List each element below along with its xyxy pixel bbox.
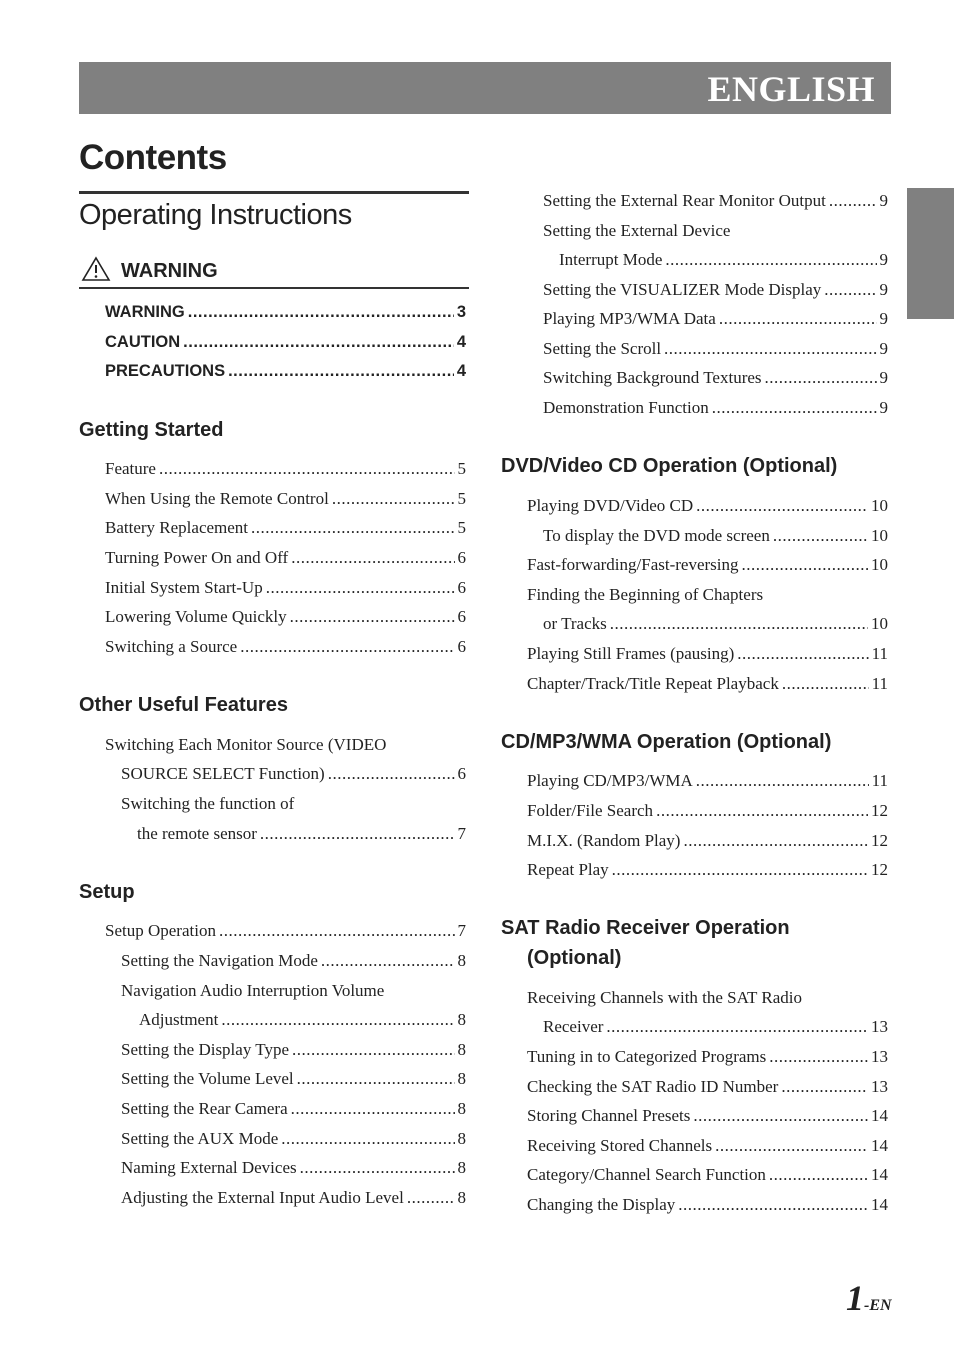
toc-entry-warning[interactable]: WARNING ..... 3 — [105, 301, 466, 323]
toc-entry[interactable]: Naming External Devices ..... 8 — [121, 1157, 466, 1179]
page-number-digit: 1 — [846, 1278, 864, 1318]
toc-entry[interactable]: Setting the Rear Camera ..... 8 — [121, 1098, 466, 1120]
language-banner — [79, 62, 891, 114]
toc-entry[interactable]: Fast-forwarding/Fast-reversing ..... 10 — [527, 554, 888, 576]
toc-entry[interactable]: Receiving Stored Channels ..... 14 — [527, 1135, 888, 1157]
toc-entry-line[interactable]: Setting the External Device — [543, 221, 731, 240]
toc-entry[interactable]: Setting the VISUALIZER Mode Display ..... 9 — [543, 279, 888, 301]
section-divider — [79, 191, 469, 194]
toc-entry-line[interactable]: Receiving Channels with the SAT Radio — [527, 988, 802, 1007]
toc-entry[interactable]: Receiver ..... 13 — [543, 1016, 888, 1038]
toc-entry-line[interactable]: Switching Each Monitor Source (VIDEO — [105, 735, 387, 754]
toc-entry[interactable]: Checking the SAT Radio ID Number ..... 13 — [527, 1076, 888, 1098]
toc-entry-caution[interactable]: CAUTION ..... 4 — [105, 331, 466, 353]
section-cd: CD/MP3/WMA Operation (Optional) — [501, 731, 832, 753]
warning-label: WARNING — [121, 260, 218, 282]
toc-entry[interactable]: Playing MP3/WMA Data ..... 9 — [543, 308, 888, 330]
warning-heading — [79, 256, 469, 286]
toc-entry-line[interactable]: Finding the Beginning of Chapters — [527, 585, 764, 604]
section-getting-started: Getting Started — [79, 419, 224, 441]
toc-entry[interactable]: Setting the Volume Level ..... 8 — [121, 1068, 466, 1090]
toc-entry[interactable]: Interrupt Mode ..... 9 — [559, 249, 888, 271]
page-title: Contents — [79, 138, 227, 177]
toc-entry[interactable]: Battery Replacement ..... 5 — [105, 517, 466, 539]
toc-entry[interactable]: Adjusting the External Input Audio Level ..... 8 — [121, 1187, 466, 1209]
section-setup: Setup — [79, 881, 135, 903]
toc-entry[interactable]: Folder/File Search ..... 12 — [527, 800, 888, 822]
toc-entry[interactable]: To display the DVD mode screen ..... 10 — [543, 525, 888, 547]
toc-entry[interactable]: M.I.X. (Random Play) ..... 12 — [527, 830, 888, 852]
toc-entry-line[interactable]: Switching the function of — [121, 794, 295, 813]
toc-entry[interactable]: or Tracks ..... 10 — [543, 613, 888, 635]
toc-entry[interactable]: Turning Power On and Off ..... 6 — [105, 547, 466, 569]
toc-entry[interactable]: Setting the External Rear Monitor Output ..... 9 — [543, 190, 888, 212]
operating-instructions-heading: Operating Instructions — [79, 199, 352, 231]
page-number-suffix: -EN — [864, 1297, 892, 1314]
section-sat: SAT Radio Receiver Operation — [501, 917, 790, 939]
toc-entry[interactable]: Switching a Source ..... 6 — [105, 636, 466, 658]
toc-entry[interactable]: Lowering Volume Quickly ..... 6 — [105, 606, 466, 628]
section-other-features: Other Useful Features — [79, 694, 288, 716]
toc-entry[interactable]: the remote sensor ..... 7 — [137, 823, 466, 845]
toc-entry[interactable]: Setting the Scroll ..... 9 — [543, 338, 888, 360]
toc-entry[interactable]: Playing Still Frames (pausing) ..... 11 — [527, 643, 888, 665]
toc-entry[interactable]: Playing DVD/Video CD ..... 10 — [527, 495, 888, 517]
toc-entry[interactable]: Changing the Display ..... 14 — [527, 1194, 888, 1216]
toc-entry[interactable]: Setup Operation ..... 7 — [105, 920, 466, 942]
toc-entry[interactable]: Tuning in to Categorized Programs ..... 13 — [527, 1046, 888, 1068]
toc-entry[interactable]: SOURCE SELECT Function) ..... 6 — [121, 763, 466, 785]
toc-entry[interactable]: When Using the Remote Control ..... 5 — [105, 488, 466, 510]
toc-entry[interactable]: Setting the Navigation Mode ..... 8 — [121, 950, 466, 972]
toc-entry-precautions[interactable]: PRECAUTIONS ..... 4 — [105, 360, 466, 382]
toc-entry[interactable]: Setting the AUX Mode ..... 8 — [121, 1128, 466, 1150]
toc-entry[interactable]: Switching Background Textures ..... 9 — [543, 367, 888, 389]
toc-entry[interactable]: Category/Channel Search Function ..... 14 — [527, 1164, 888, 1186]
section-sat-line2: (Optional) — [527, 947, 622, 969]
warning-divider — [79, 287, 469, 289]
warning-triangle-icon — [81, 256, 111, 282]
toc-entry[interactable]: Setting the Display Type ..... 8 — [121, 1039, 466, 1061]
toc-entry[interactable]: Initial System Start-Up ..... 6 — [105, 577, 466, 599]
side-tab — [907, 188, 954, 319]
toc-entry[interactable]: Storing Channel Presets ..... 14 — [527, 1105, 888, 1127]
toc-entry[interactable]: Feature ..... 5 — [105, 458, 466, 480]
toc-entry[interactable]: Adjustment ..... 8 — [139, 1009, 466, 1031]
toc-entry[interactable]: Repeat Play ..... 12 — [527, 859, 888, 881]
toc-entry[interactable]: Chapter/Track/Title Repeat Playback ..... 11 — [527, 673, 888, 695]
toc-entry[interactable]: Playing CD/MP3/WMA ..... 11 — [527, 770, 888, 792]
section-dvd: DVD/Video CD Operation (Optional) — [501, 455, 838, 477]
toc-entry-line[interactable]: Navigation Audio Interruption Volume — [121, 981, 385, 1000]
toc-entry[interactable]: Demonstration Function ..... 9 — [543, 397, 888, 419]
page-number — [846, 1277, 892, 1319]
language-label: ENGLISH — [707, 69, 875, 109]
